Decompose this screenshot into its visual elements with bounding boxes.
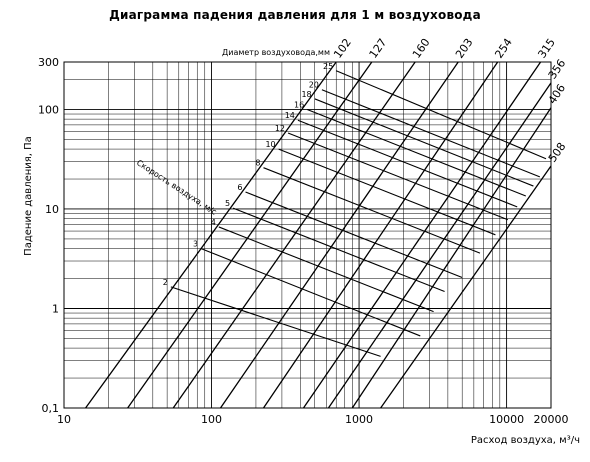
x-tick-label: 10000 <box>489 413 525 426</box>
diameter-label: 127 <box>366 36 390 61</box>
grid <box>64 62 551 408</box>
velocity-line <box>171 287 381 357</box>
diameter-label: 160 <box>409 36 433 61</box>
diameter-line <box>352 108 551 408</box>
velocity-label: 16 <box>293 100 305 110</box>
diameter-line <box>381 166 551 408</box>
x-axis-label: Расход воздуха, м³/ч <box>470 435 580 446</box>
velocity-label: 3 <box>193 239 199 249</box>
velocity-label: 12 <box>274 124 286 134</box>
velocity-line <box>279 149 496 235</box>
tick-labels <box>38 56 569 426</box>
diameter-label: 254 <box>492 36 515 61</box>
velocity-label: 10 <box>265 140 276 150</box>
x-tick-label: 20000 <box>533 413 569 426</box>
x-tick-label: 100 <box>201 413 223 426</box>
x-tick-label: 1000 <box>345 413 374 426</box>
velocity-label: 20 <box>308 80 319 90</box>
y-tick-label: 10 <box>45 202 59 216</box>
velocity-label: 14 <box>284 111 295 121</box>
diameter-label: 102 <box>331 36 354 61</box>
diameter-title: Диаметр воздуховода,мм <box>222 48 331 57</box>
velocity-label: 18 <box>301 89 312 99</box>
velocity-line <box>233 208 445 291</box>
velocity-label: 4 <box>210 217 216 227</box>
velocity-title: Скорость воздуха, м/с <box>134 158 219 217</box>
diameter-label: 508 <box>545 140 569 165</box>
velocity-line <box>263 168 479 253</box>
velocity-label: 8 <box>255 158 261 168</box>
diameter-label: 356 <box>545 56 569 82</box>
velocity-label: 5 <box>224 199 231 209</box>
y-axis-label: Падение давления, Па <box>23 136 34 256</box>
diameter-label: 406 <box>545 81 569 107</box>
y-tick-label: 1 <box>52 302 59 316</box>
velocity-label: 25 <box>323 61 334 71</box>
velocity-label: 2 <box>162 277 168 287</box>
diameter-label: 203 <box>452 36 476 61</box>
velocity-label: 6 <box>237 183 243 193</box>
y-tick-label: 100 <box>38 103 59 117</box>
y-tick-label: 0,1 <box>41 402 59 415</box>
chart-title: Диаграмма падения давления для 1 м воздуховода <box>109 8 481 22</box>
velocity-line <box>201 249 420 336</box>
y-tick-label: 300 <box>38 56 59 69</box>
diameter-label: 315 <box>535 36 558 61</box>
x-tick-label: 10 <box>57 413 71 426</box>
